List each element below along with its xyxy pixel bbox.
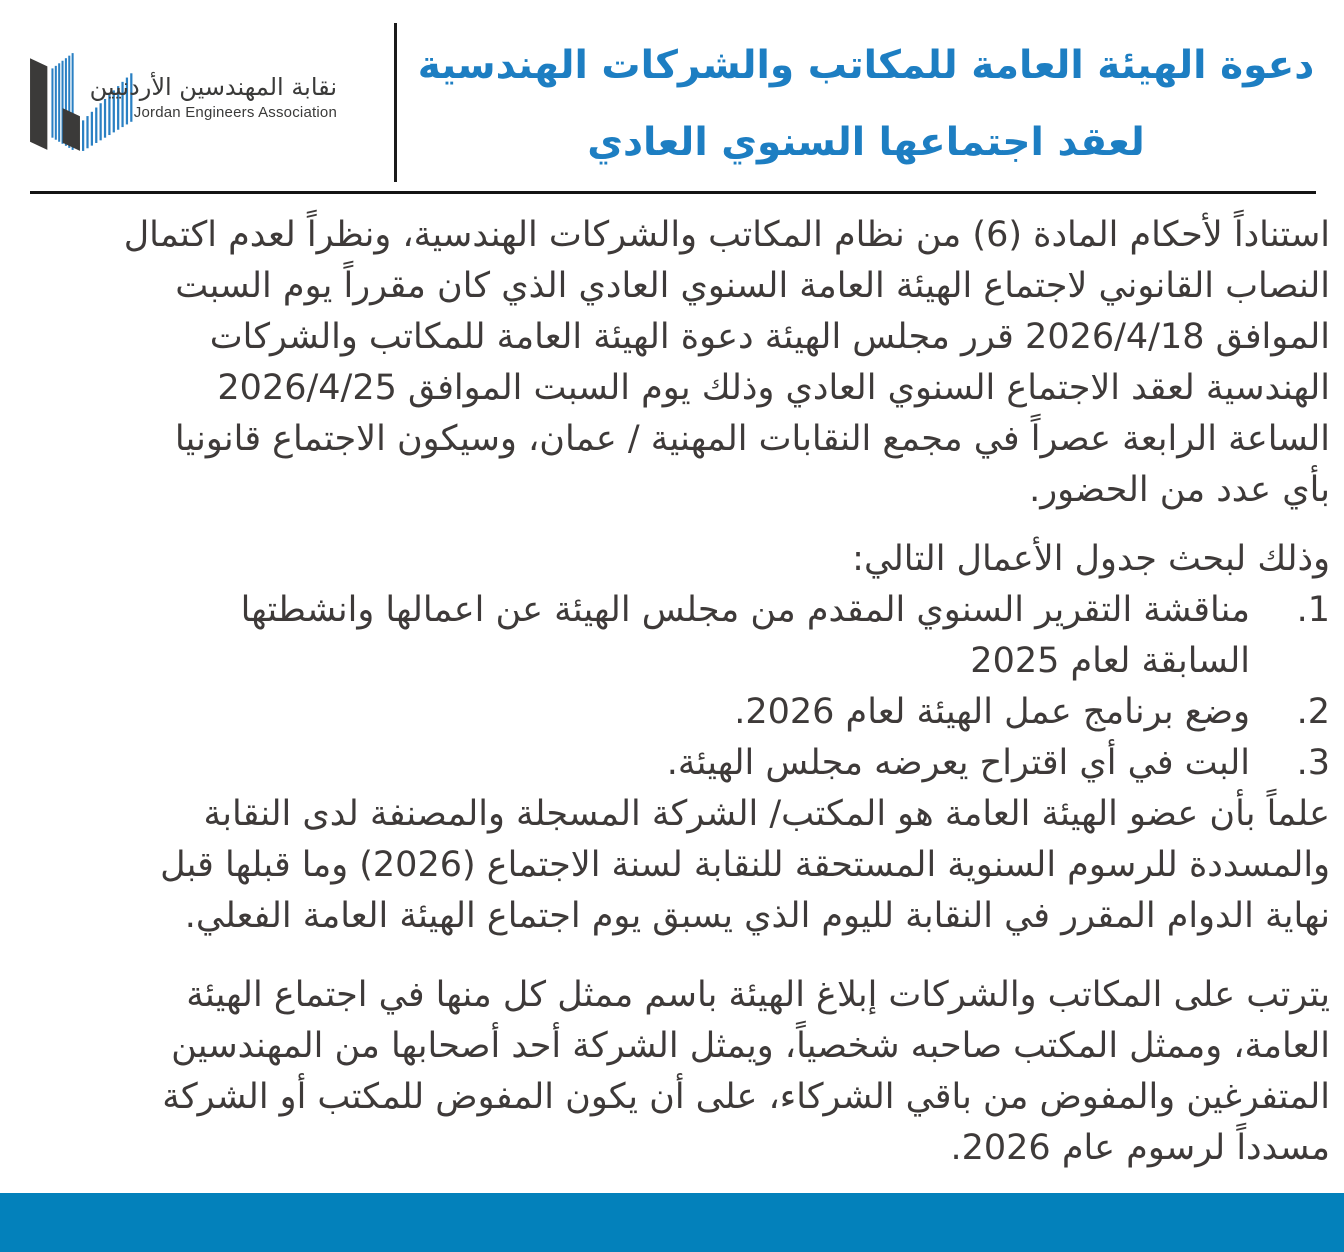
notice-title (396, 27, 1336, 181)
paragraph-3 (68, 970, 1330, 1174)
notice-body (68, 210, 1330, 1174)
title-line-1: دعوة الهيئة العامة للمكاتب والشركات الهندسية (417, 43, 1315, 88)
body-line: العامة، وممثل المكتب صاحبه شخصياً، ويمثل الشركة أحد أصحابها من المهندسين (171, 1026, 1330, 1066)
agenda-item-number: 1. (1296, 590, 1330, 630)
body-line: النصاب القانوني لاجتماع الهيئة العامة السنوي العادي الذي كان مقرراً يوم السبت (175, 266, 1330, 306)
agenda-item-text (68, 738, 1250, 789)
body-line: استناداً لأحكام المادة (6) من نظام المكاتب والشركات الهندسية، ونظراً لعدم اكتمال (123, 215, 1330, 255)
body-line: مناقشة التقرير السنوي المقدم من مجلس الهيئة عن اعمالها وانشطتها (240, 590, 1250, 630)
agenda-item-2 (68, 687, 1330, 738)
body-line: المتفرغين والمفوض من باقي الشركاء، على أن يكون المفوض للمكتب أو الشركة (162, 1077, 1330, 1117)
body-line: يترتب على المكاتب والشركات إبلاغ الهيئة باسم ممثل كل منها في اجتماع الهيئة (186, 975, 1330, 1015)
body-line: بأي عدد من الحضور. (1029, 470, 1330, 510)
agenda-item-3 (68, 738, 1330, 789)
agenda-item-1 (68, 585, 1330, 687)
header-rule (30, 191, 1316, 194)
agenda-item-text (68, 585, 1250, 687)
jea-logo-text (90, 72, 337, 123)
body-line: مسدداً لرسوم عام 2026. (950, 1128, 1330, 1168)
body-line: الموافق 2026/4/18 قرر مجلس الهيئة دعوة الهيئة العامة للمكاتب والشركات (209, 317, 1330, 357)
agenda-item-number: 2. (1296, 692, 1330, 732)
body-line: وضع برنامج عمل الهيئة لعام 2026. (734, 692, 1250, 732)
body-line: علماً بأن عضو الهيئة العامة هو المكتب/ الشركة المسجلة والمصنفة لدى النقابة (203, 794, 1330, 834)
body-line: البت في أي اقتراح يعرضه مجلس الهيئة. (666, 743, 1250, 783)
title-line-2: لعقد اجتماعها السنوي العادي (587, 120, 1145, 165)
paragraph-2 (68, 789, 1330, 942)
org-name-arabic: نقابة المهندسين الأردنيين (89, 73, 337, 101)
paragraph-1 (68, 210, 1330, 516)
agenda-item-text (68, 687, 1250, 738)
agenda-intro: وذلك لبحث جدول الأعمال التالي: (852, 539, 1330, 579)
agenda-item-number: 3. (1296, 743, 1330, 783)
body-line: والمسددة للرسوم السنوية المستحقة للنقابة لسنة الاجتماع (2026) وما قبلها قبل (160, 845, 1330, 885)
agenda-list (68, 585, 1330, 789)
org-name-english: Jordan Engineers Association (133, 104, 337, 121)
body-line: السابقة لعام 2025 (970, 641, 1250, 681)
body-line: الهندسية لعقد الاجتماع السنوي العادي وذلك يوم السبت الموافق 2026/4/25 (217, 368, 1330, 408)
footer-bar (0, 1193, 1344, 1252)
body-line: الساعة الرابعة عصراً في مجمع النقابات المهنية / عمان، وسيكون الاجتماع قانونيا (174, 419, 1330, 459)
body-line: نهاية الدوام المقرر في النقابة لليوم الذي يسبق يوم اجتماع الهيئة العامة الفعلي. (184, 896, 1330, 936)
